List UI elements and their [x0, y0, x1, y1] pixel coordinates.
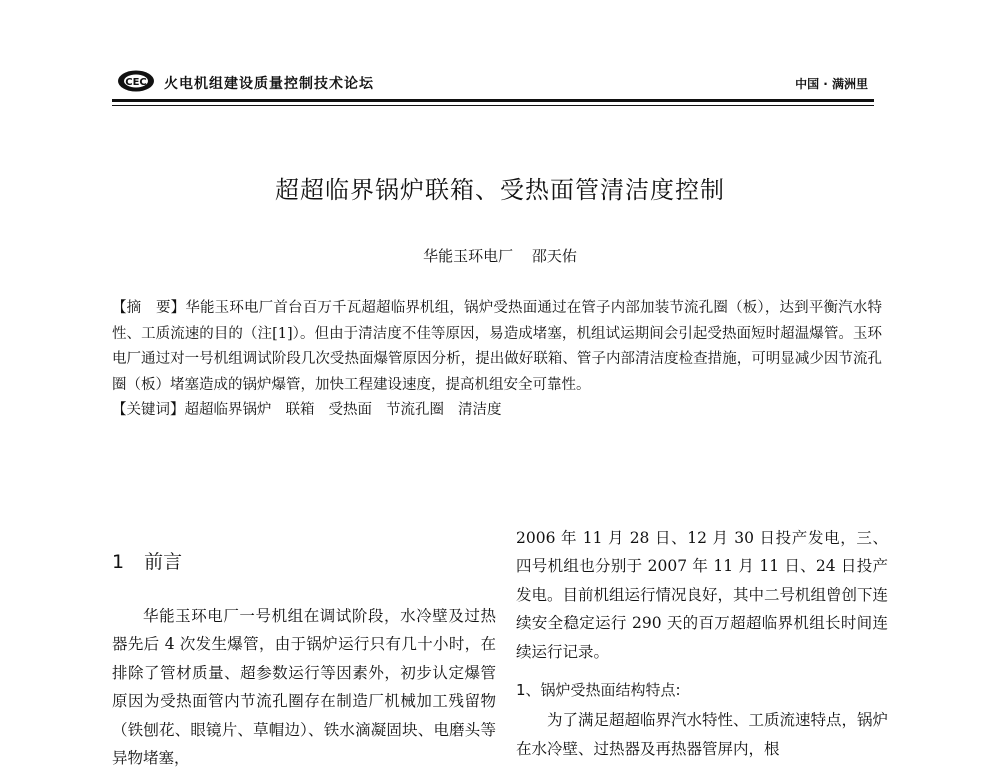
svg-text:CEC: CEC — [125, 77, 147, 88]
abstract-paragraph — [112, 296, 882, 398]
left-column — [112, 548, 496, 772]
keywords-line — [112, 398, 882, 424]
abstract-tag: 【摘 要】 — [112, 300, 186, 316]
abstract-text: 华能玉环电厂首台百万千瓦超超临界机组，锅炉受热面通过在管子内部加装节流孔圈（板），达到平衡汽水特性、工质流速的目的（注[1]）。但由于清洁度不佳等原因，易造成堵塞，机组试运期间会引起受热面短时超温爆管。玉环电厂通过对一号机组调试阶段几次受热面爆管原因分析，提出做好联箱、管子内部清洁度检查措施，可明显减少因节流孔圈（板）堵塞造成的锅炉爆管，加快工程建设速度，提高机组安全可靠性。 — [112, 300, 882, 393]
subsection-heading: 1、锅炉受热面结构特点: — [516, 681, 681, 700]
keywords-tag: 【关键词】 — [112, 402, 185, 419]
keyword: 节流孔圈 — [386, 402, 444, 419]
section-title: 前言 — [144, 551, 183, 573]
paper-author: 华能玉环电厂 邵天佑 — [423, 247, 577, 265]
abstract-block — [112, 296, 882, 424]
paper-title: 超超临界锅炉联箱、受热面管清洁度控制 — [275, 176, 725, 204]
section-number: 1 — [112, 551, 125, 573]
conference-location: 中国 · 满洲里 — [795, 77, 868, 91]
keyword: 联箱 — [285, 402, 315, 419]
right-column — [516, 524, 888, 763]
journal-header — [112, 66, 874, 102]
section-heading — [112, 548, 496, 576]
subsection-paragraph: 为了满足超超临界汽水特性、工质流速特点，锅炉在水冷壁、过热器及再热器管屏内，根 — [516, 711, 889, 758]
keyword: 清洁度 — [458, 402, 502, 419]
journal-name: 火电机组建设质量控制技术论坛 — [164, 76, 374, 92]
keyword: 超超临界锅炉 — [184, 402, 272, 419]
cec-logo-icon — [116, 69, 156, 93]
intro-paragraph: 华能玉环电厂一号机组在调试阶段，水冷壁及过热器先后 4 次发生爆管，由于锅炉运行只有几十小时，在排除了管材质量、超参数运行等因素外，初步认定爆管原因为受热面管内节流孔圈存在制造厂机械加工残留物（铁刨花、眼镜片、草帽边）、铁水滴凝固块、电磨头等异物堵塞， — [112, 607, 496, 768]
keyword: 受热面 — [328, 402, 372, 419]
continued-paragraph: 2006 年 11 月 28 日、12 月 30 日投产发电，三、四号机组也分别于 2007 年 11 月 11 日、24 日投产发电。目前机组运行情况良好，其中二号机组曾创下连续安全稳定运行 290 天的百万超超临界机组长时间连续运行记录。 — [516, 529, 889, 661]
